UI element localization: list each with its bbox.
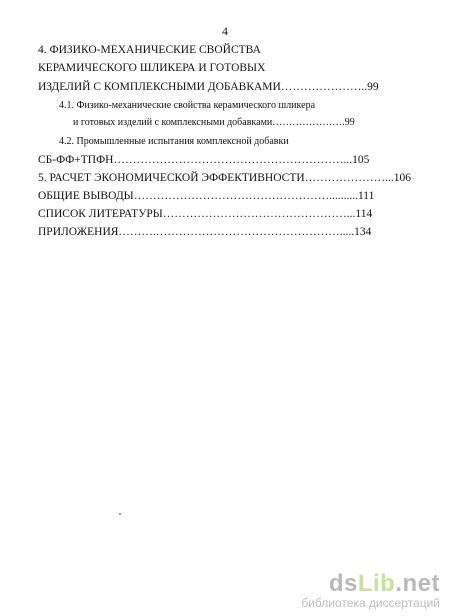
toc-section-4-2-line-2: СБ-ФФ+ТПФН……………………………………………………...105	[38, 154, 370, 166]
toc-section-4-2-line-1: 4.2. Промышленные испытания комплексной добавки	[59, 136, 289, 147]
toc-references: СПИСОК ЛИТЕРАТУРЫ…………………………………………...114	[38, 208, 373, 220]
toc-chapter-5: 5. РАСЧЕТ ЭКОНОМИЧЕСКОЙ ЭФФЕКТИВНОСТИ…………………...106	[38, 172, 412, 184]
watermark-logo-lib: Lib	[357, 570, 396, 597]
scan-speck	[119, 513, 121, 515]
toc-chapter-4-title-line-3: ИЗДЕЛИЙ С КОМПЛЕКСНЫМИ ДОБАВКАМИ…………………..99	[38, 81, 379, 93]
toc-chapter-4-title-line-1: 4. ФИЗИКО-МЕХАНИЧЕСКИЕ СВОЙСТВА	[38, 44, 261, 56]
page-number: 4	[222, 24, 228, 38]
watermark-logo-ds: ds	[328, 570, 358, 597]
toc-chapter-4-title-line-2: КЕРАМИЧЕСКОГО ШЛИКЕРА И ГОТОВЫХ	[38, 62, 266, 74]
watermark-logo-net: .net	[395, 570, 440, 597]
toc-section-4-1-line-2: и готовых изделий с комплексными добавками………………….99	[73, 117, 355, 128]
toc-appendices: ПРИЛОЖЕНИЯ……….………………………………………….....134	[38, 226, 372, 238]
watermark-logo	[301, 572, 440, 596]
watermark-subtitle: библиотека диссертаций	[301, 596, 440, 610]
toc-section-4-1-line-1: 4.1. Физико-механические свойства керамического шликера	[59, 100, 316, 111]
watermark	[301, 572, 440, 610]
toc-conclusions: ОБЩИЕ ВЫВОДЫ……………………………………………..........111	[38, 190, 375, 202]
